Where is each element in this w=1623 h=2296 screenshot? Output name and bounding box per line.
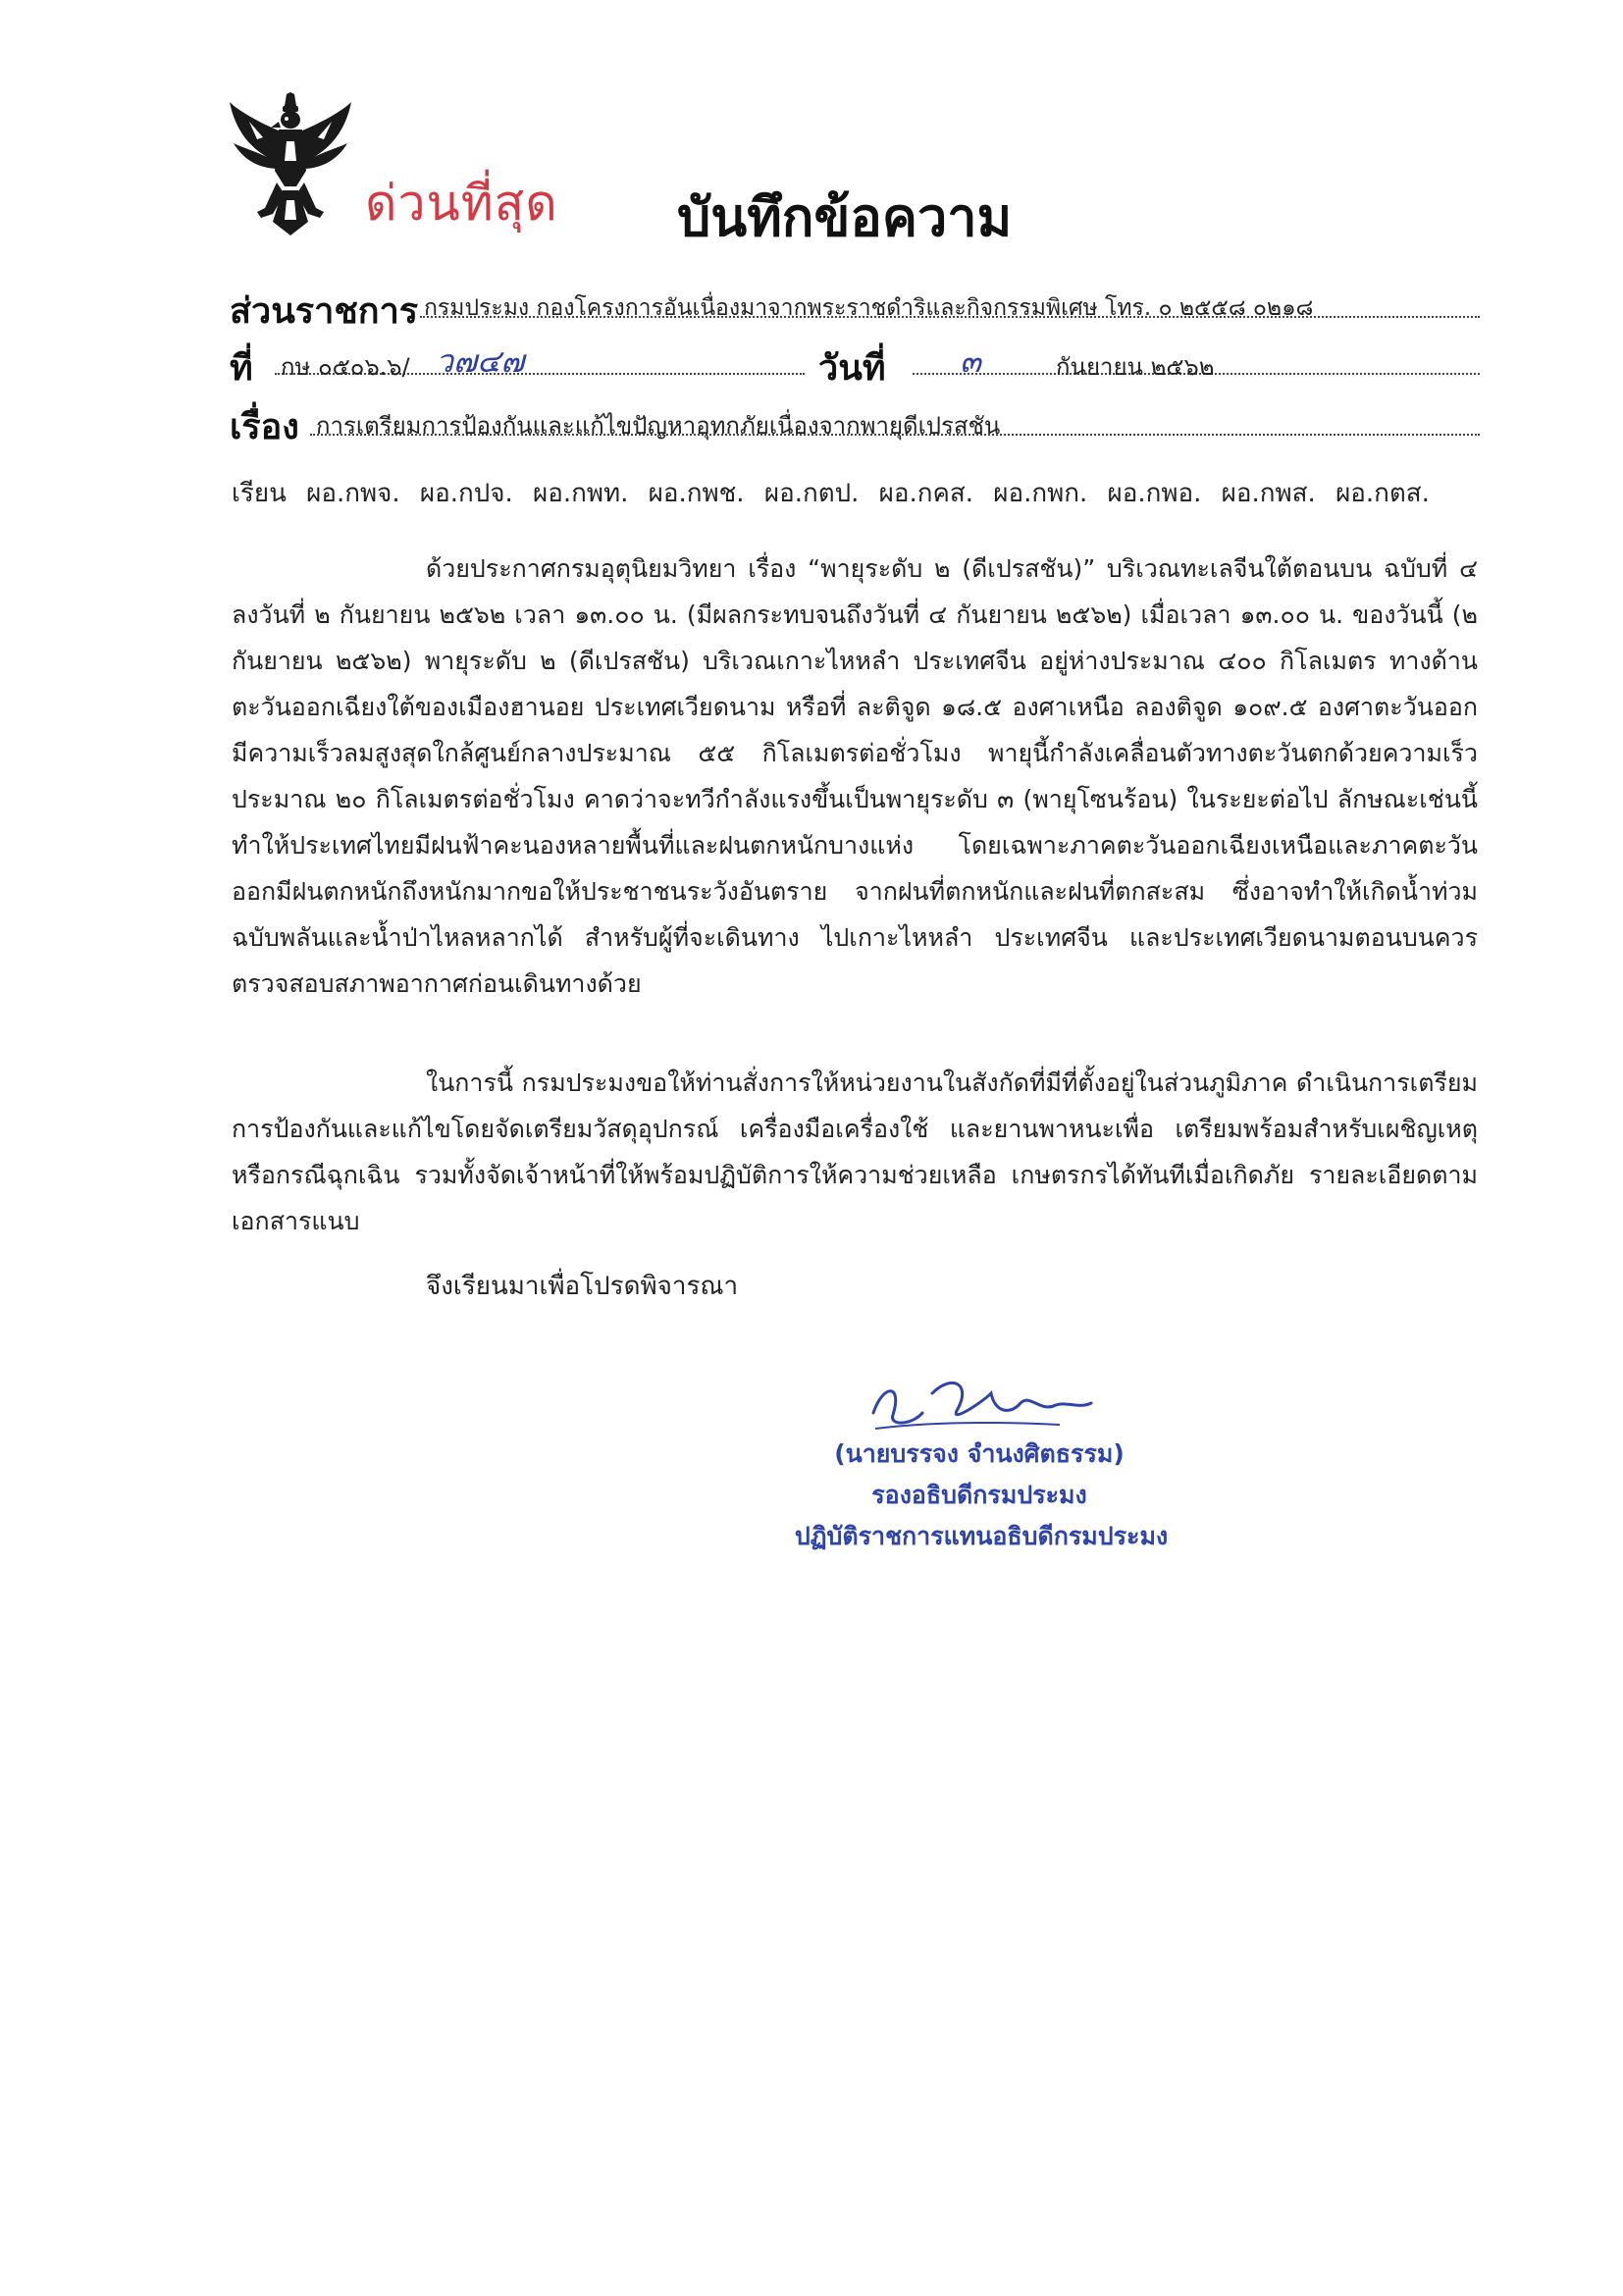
closing-line: จึงเรียนมาเพื่อโปรดพิจารณา [426,1272,739,1301]
date-month-year: กันยายน ๒๕๖๒ [1056,353,1215,381]
signatory-position: รองอธิบดีกรมประมง [871,1481,1087,1509]
signatory-name: (นายบรรจง จำนงศิตธรรม) [834,1439,1125,1468]
date-day-handwritten: ๓ [960,342,981,380]
garuda-emblem-icon [228,92,353,237]
signatory-acting-for: ปฏิบัติราชการแทนอธิบดีกรมประมง [794,1522,1169,1550]
ref-label: ที่ [230,348,253,389]
subject-label: เรื่อง [230,407,299,447]
urgency-stamp: ด่วนที่สุด [365,175,558,232]
ref-value: กษ ๐๕๐๖.๖/ [281,353,410,381]
department-value: กรมประมง กองโครงการอันเนื่องมาจากพระราชดำริและกิจกรรมพิเศษ โทร. ๐ ๒๕๕๘ ๐๒๑๘ [424,295,1314,321]
subject-value: การเตรียมการป้องกันและแก้ไขปัญหาอุทกภัยเนื่องจากพายุดีเปรสชัน [316,412,1001,440]
body-paragraph-2: ในการนี้ กรมประมงขอให้ท่านสั่งการให้หน่วยงานในสังกัดที่มีที่ตั้งอยู่ในส่วนภูมิภาค ดำเนินการเตรียมการป้องกันและแก้ไขโดยจัดเตรียมวัสดุอุปกรณ์ เครื่องมือเครื่องใช้ และยานพาหนะเพื่อ เตรียมพร้อมสำหรับเผชิญเหตุหรือกรณีฉุกเฉิน รวมทั้งจัดเจ้าหน้าที่ให้พร้อมปฏิบัติการให้ความช่วยเหลือ เกษตรกรได้ทันทีเมื่อเกิดภัย รายละเอียดตามเอกสารแนบ [232,1069,1478,1235]
body-paragraph-1: ด้วยประกาศกรมอุตุนิยมวิทยา เรื่อง “พายุระดับ ๒ (ดีเปรสชัน)” บริเวณทะเลจีนใต้ตอนบน ฉบับที่ ๔ ลงวันที่ ๒ กันยายน ๒๕๖๒ เวลา ๑๓.๐๐ น. (มีผลกระทบจนถึงวันที่ ๔ กันยายน ๒๕๖๒) เมื่อเวลา ๑๓.๐๐ น. ของวันนี้ (๒ กันยายน ๒๕๖๒) พายุระดับ ๒ (ดีเปรสชัน) บริเวณเกาะไหหลำ ประเทศจีน อยู่ห่างประมาณ ๔๐๐ กิโลเมตร ทางด้านตะวันออกเฉียงใต้ของเมืองฮานอย ประเทศเวียดนาม หรือที่ ละติจูด ๑๘.๕ องศาเหนือ ลองติจูด ๑๐๙.๕ องศาตะวันออก มีความเร็วลมสูงสุดใกล้ศูนย์กลางประมาณ ๕๕ กิโลเมตรต่อชั่วโมง พายุนี้กำลังเคลื่อนตัวทางตะวันตกด้วยความเร็วประมาณ ๒๐ กิโลเมตรต่อชั่วโมง คาดว่าจะทวีกำลังแรงขึ้นเป็นพายุระดับ ๓ (พายุโซนร้อน) ในระยะต่อไป ลักษณะเช่นนี้ทำให้ประเทศไทยมีฝนฟ้าคะนองหลายพื้นที่และฝนตกหนักบางแห่ง โดยเฉพาะภาคตะวันออกเฉียงเหนือและภาคตะวันออกมีฝนตกหนักถึงหนักมากขอให้ประชาชนระวังอันตราย จากฝนที่ตกหนักและฝนที่ตกสะสม ซึ่งอาจทำให้เกิดน้ำท่วมฉบับพลันและน้ำป่าไหลหลากได้ สำหรับผู้ที่จะเดินทาง ไปเกาะไหหลำ ประเทศจีน และประเทศเวียดนามตอนบนควรตรวจสอบสภาพอากาศก่อนเดินทางด้วย [232,554,1478,998]
department-label: ส่วนราชการ [230,291,419,332]
document-title: บันทึกข้อความ [677,186,1013,248]
salutation: เรียน ผอ.กพจ. ผอ.กปจ. ผอ.กพท. ผอ.กพช. ผอ.กตป. ผอ.กคส. ผอ.กพก. ผอ.กพอ. ผอ.กพส. ผอ.กตส. [232,479,1430,508]
signature-scribble [864,1364,1099,1442]
date-label: วันที่ [818,348,886,389]
ref-handwritten-number: ว๗๔๗ [436,342,525,380]
